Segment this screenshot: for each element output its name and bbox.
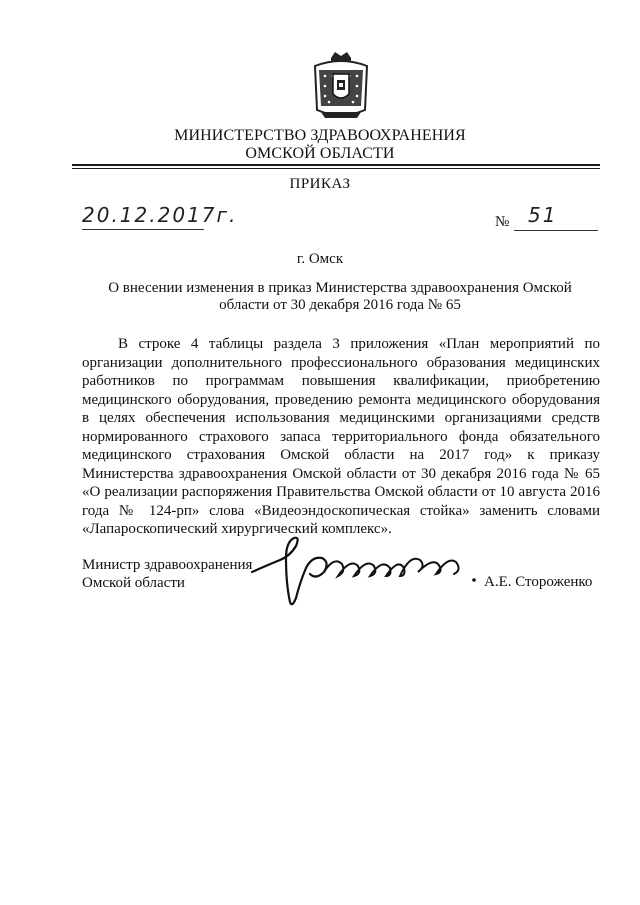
- signatory-name: А.Е. Стороженко: [484, 574, 593, 590]
- document-date: 20.12.2017г.: [82, 203, 238, 227]
- ministry-name: [0, 127, 640, 163]
- document-subject: О внесении изменения в приказ Министерства здравоохранения Омской области от 30 декабря 2016 года № 65: [108, 280, 572, 313]
- date-underline: [82, 229, 204, 230]
- signatory-title-line2: Омской области: [82, 575, 185, 591]
- document-body: В строке 4 таблицы раздела 3 приложения «План мероприятий по организации дополнительного профессионального образования медицинских работников по программам повышения квалификации, приобретению медицинского оборудования, проведению ремонта медицинского оборудования в целях обеспечения использования медицинскими организациями средств нормированного страхового запаса территориального фонда обязательного медицинского страхования Омской области на 2017 год» к приказу Министерства здравоохранения Омской области от 30 декабря 2016 года № 65 «О реализации распоряжения Правительства Омской области от 10 августа 2016 года № 124-рп» слова «Видеоэндоскопическая стойка» заменить словами «Лапароскопический хирургический комплекс».: [82, 336, 600, 537]
- document-number: 51: [528, 203, 558, 227]
- handwritten-signature: [250, 528, 484, 610]
- number-underline: [514, 230, 598, 231]
- document-type: ПРИКАЗ: [289, 176, 351, 192]
- header-divider-thick: [72, 164, 600, 166]
- city: г. Омск: [296, 251, 344, 267]
- signatory-title-line1: Министр здравоохранения: [82, 557, 253, 573]
- header-divider-thin: [72, 168, 600, 169]
- number-label: №: [495, 214, 510, 230]
- signatory-title: [82, 556, 252, 592]
- coat-of-arms-emblem: [311, 50, 371, 122]
- ministry-name-line1: МИНИСТЕРСТВО ЗДРАВООХРАНЕНИЯ: [174, 127, 466, 144]
- ministry-name-line2: ОМСКОЙ ОБЛАСТИ: [245, 145, 395, 162]
